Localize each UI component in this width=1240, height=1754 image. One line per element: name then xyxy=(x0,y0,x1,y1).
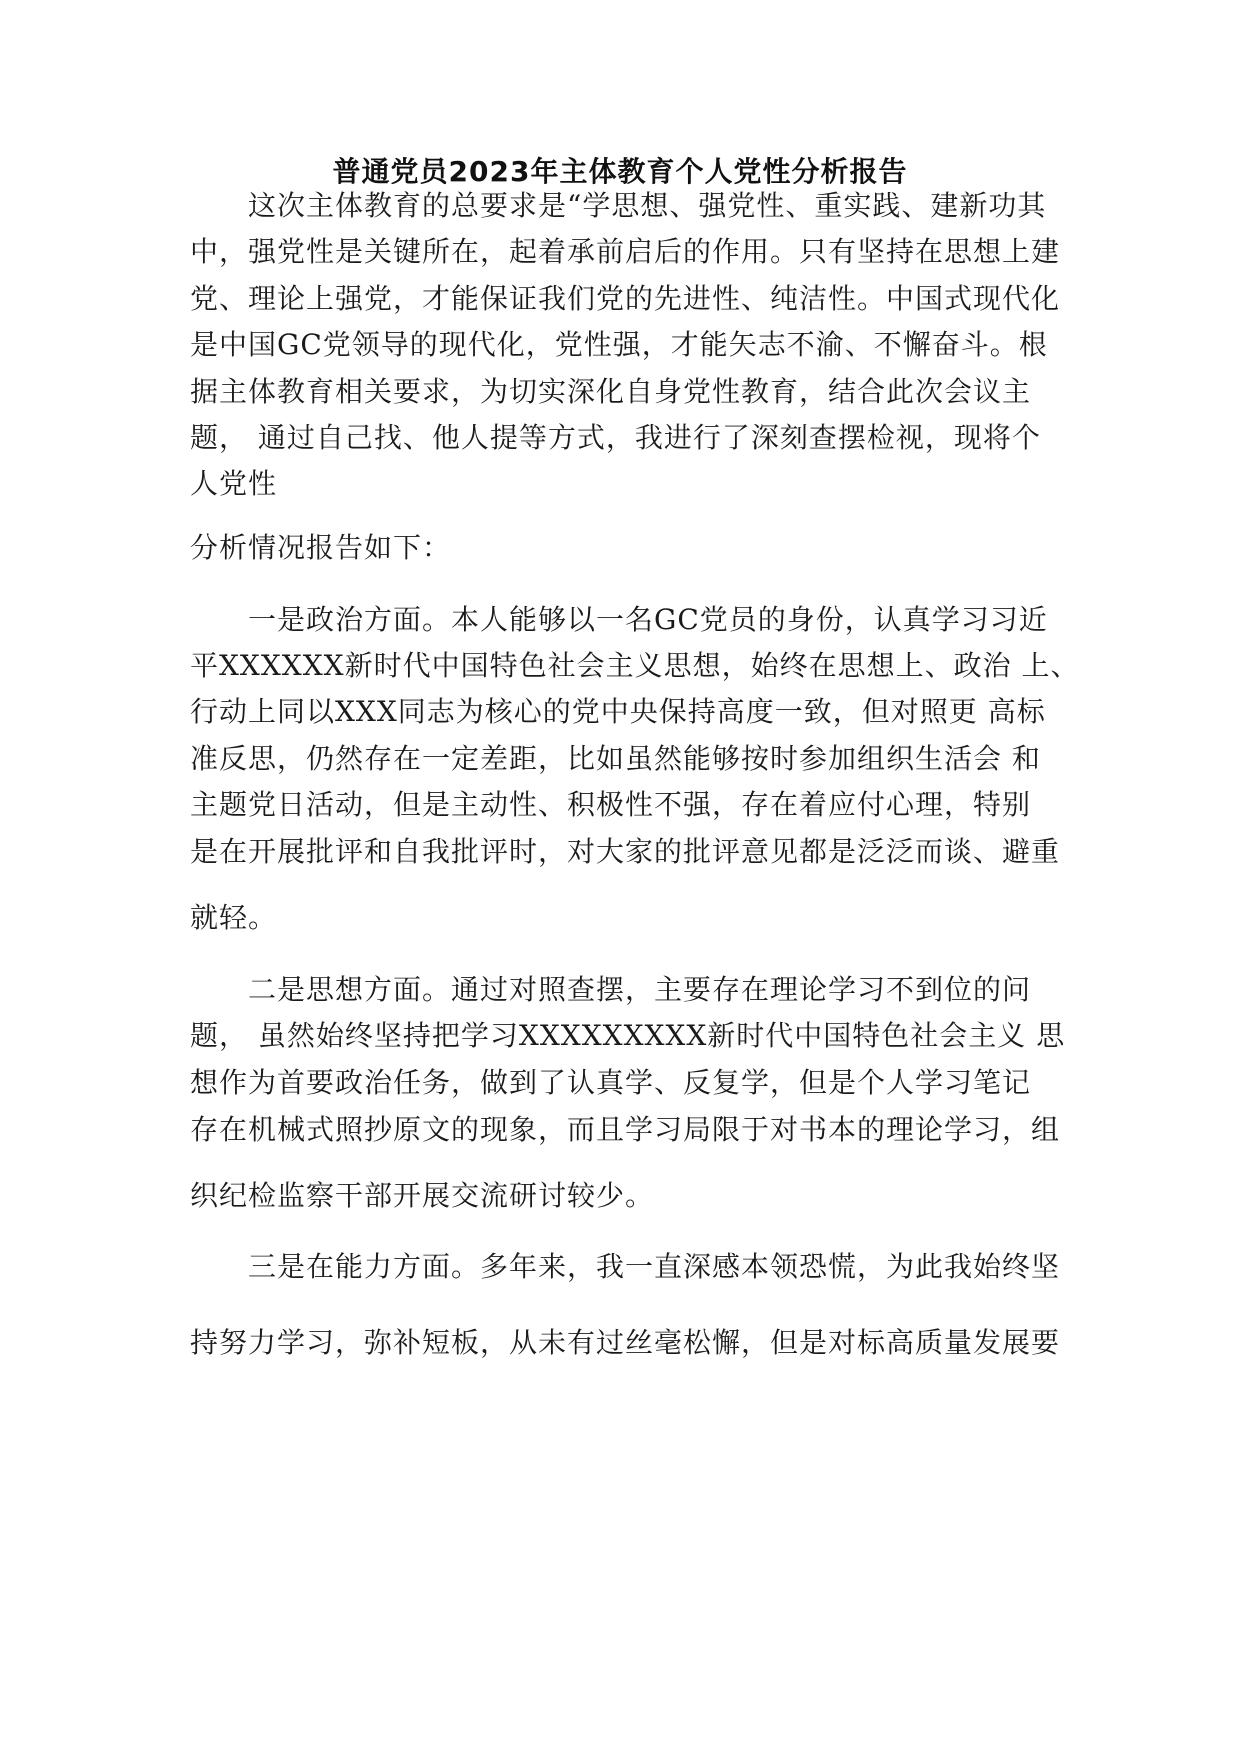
paragraph-line: 人党性 xyxy=(190,467,278,500)
paragraph-line: 据主体教育相关要求，为切实深化自身党性教育，结合此次会议主 xyxy=(190,375,1032,408)
paragraph-line: 是中国GC党领导的现代化，党性强，才能矢志不渝、不懈奋斗。根 xyxy=(190,328,1048,361)
paragraph-line: 存在机械式照抄原文的现象，而且学习局限于对书本的理论学习，组 xyxy=(190,1113,1061,1146)
paragraph-line: 中，强党性是关键所在，起着承前启后的作用。只有坚持在思想上建 xyxy=(190,235,1061,268)
paragraph-line: 准反思，仍然存在一定差距，比如虽然能够按时参加组织生活会 和 xyxy=(190,742,1041,775)
paragraph-line: 是在开展批评和自我批评时，对大家的批评意见都是泛泛而谈、避重 xyxy=(190,835,1061,868)
paragraph-line: 三是在能力方面。多年来，我一直深感本领恐慌，为此我始终坚 xyxy=(248,1250,1061,1283)
paragraph-line: 题， 虽然始终坚持把学习XXXXXXXXX新时代中国特色社会主义 思 xyxy=(190,1019,1066,1052)
paragraph-line: 织纪检监察干部开展交流研讨较少。 xyxy=(190,1179,655,1212)
paragraph-line: 平XXXXXX新时代中国特色社会主义思想，始终在思想上、政治 上、 xyxy=(190,649,1080,682)
paragraph-line: 想作为首要政治任务，做到了认真学、反复学，但是个人学习笔记 xyxy=(190,1066,1032,1099)
paragraph-line: 党、理论上强党，才能保证我们党的先进性、纯洁性。中国式现代化 xyxy=(190,282,1061,315)
paragraph-line: 就轻。 xyxy=(190,901,278,934)
paragraph-line: 题， 通过自己找、他人提等方式，我进行了深刻查摆检视，现将个 xyxy=(190,421,1041,454)
paragraph-line: 分析情况报告如下： xyxy=(190,531,452,564)
document-title: 普通党员2023年主体教育个人党性分析报告 xyxy=(332,155,908,188)
paragraph-line: 持努力学习，弥补短板，从未有过丝毫松懈，但是对标高质量发展要 xyxy=(190,1326,1061,1359)
paragraph-line: 这次主体教育的总要求是“学思想、强党性、重实践、建新功其 xyxy=(248,189,1047,222)
paragraph-line: 行动上同以XXX同志为核心的党中央保持高度一致，但对照更 高标 xyxy=(190,695,1046,728)
paragraph-line: 一是政治方面。本人能够以一名GC党员的身份，认真学习习近 xyxy=(248,603,1048,636)
paragraph-line: 二是思想方面。通过对照查摆，主要存在理论学习不到位的问 xyxy=(248,973,1032,1006)
paragraph-line: 主题党日活动，但是主动性、积极性不强，存在着应付心理，特别 xyxy=(190,788,1032,821)
